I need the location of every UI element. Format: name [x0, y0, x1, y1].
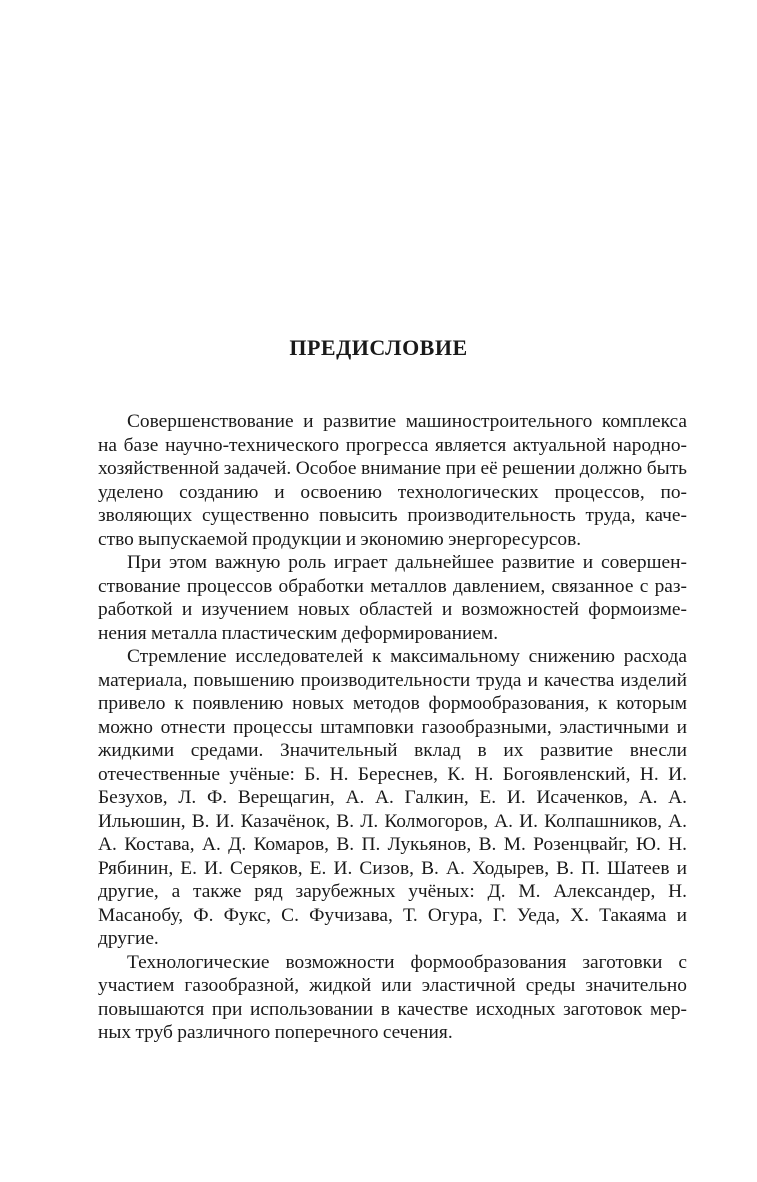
- page-title: ПРЕДИСЛОВИЕ: [289, 335, 468, 360]
- paragraph: При этом важную роль играет дальнейшее развитие и совершенствование процессов обработки металлов давлением, связанное с разработкой и изучением новых областей и возможностей формоизменения металла пластическим деформированием.: [98, 552, 687, 644]
- paragraph: Стремление исследователей к максимальному снижению расхода материала, повышению производительности труда и качества изделий привело к появлению новых методов формообразования, к которым можно отнести процессы штамповки газообразными, эластичными и жидкими средами. Значительный вклад в их развитие внесли отечественные учёные: Б. Н. Береснев, К. Н. Богоявленский, Н. И. Безухов, Л. Ф. Верещагин, А. А. Галкин, Е. И. Исаченков, А. А. Ильюшин, В. И. Казачёнок, В. Л. Колмогоров, А. И. Колпашников, А. А. Костава, А. Д. Комаров, В. П. Лукьянов, В. М. Розенцвайг, Ю. Н. Рябинин, Е. И. Серяков, Е. И. Сизов, В. А. Ходырев, В. П. Шатеев и другие, а также ряд зарубежных учёных: Д. М. Александер, Н. Масанобу, Ф. Фукс, С. Фучизава, Т. Огура, Г. Уеда, Х. Такаяма и другие.: [98, 646, 687, 949]
- body-text: [98, 410, 687, 1045]
- paragraph: Совершенствование и развитие машиностроительного комплекса на базе научно-технического прогресса является актуальной народнохозяйственной задачей. Особое внимание при её решении должно быть уделено созданию и освоению технологических процессов, позволяющих существенно повысить производительность труда, качество выпускаемой продукции и экономию энергоресурсов.: [98, 411, 687, 550]
- paragraph: Технологические возможности формообразования заготовки с участием газообразной, жидкой или эластичной среды значительно повышаются при использовании в качестве исходных заготовок мерных труб различного поперечного сечения.: [98, 951, 687, 1043]
